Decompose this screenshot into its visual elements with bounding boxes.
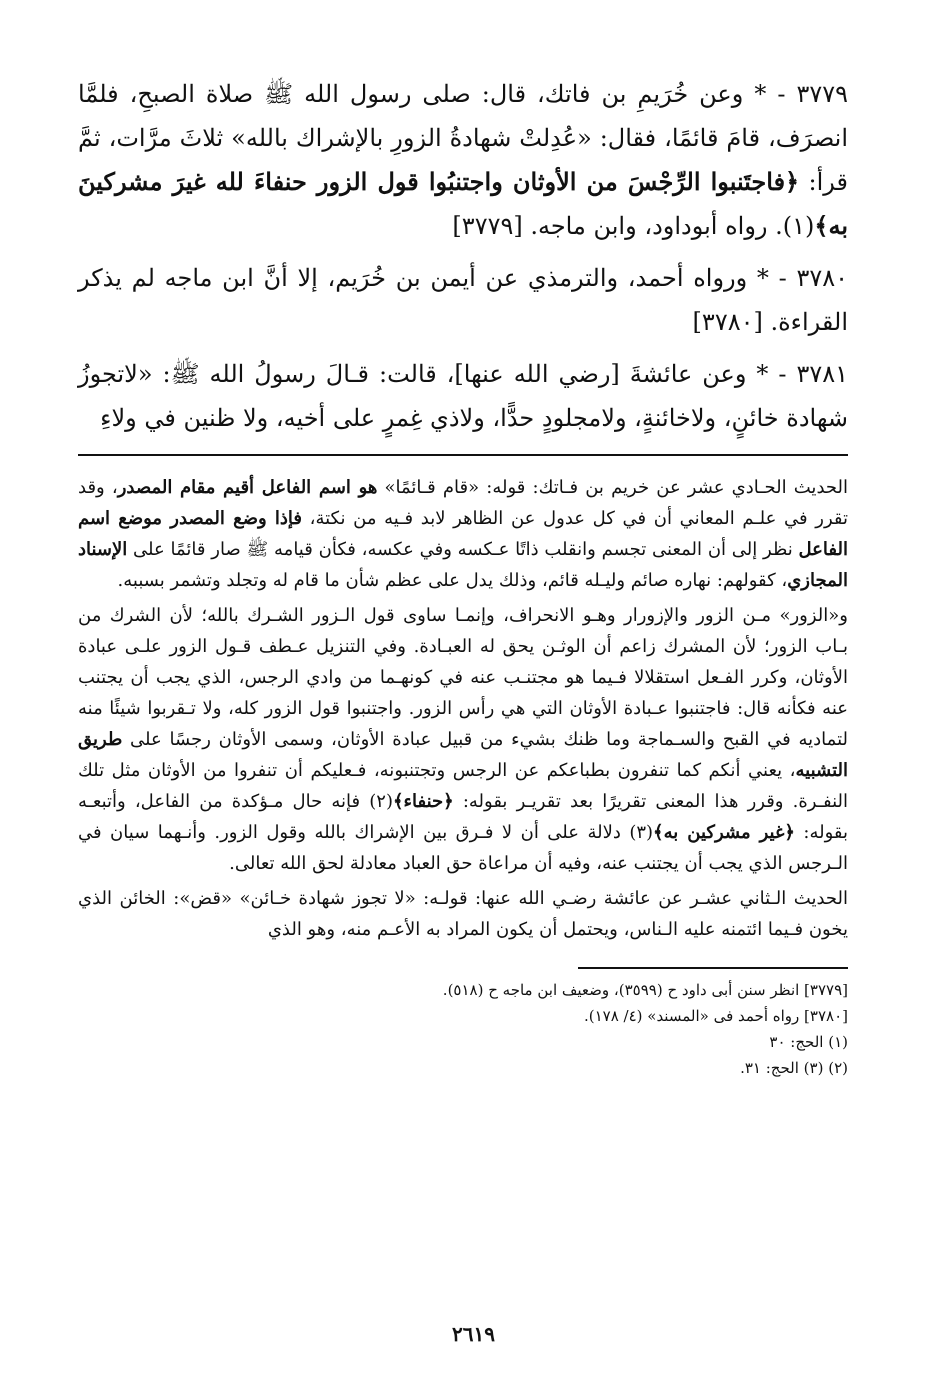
bold-run: طريق التشبيه [78,729,848,781]
commentary-paragraph-2 [78,600,848,879]
text-run: نظر إلى أن المعنى تجسم وانقلب ذاتًا عـكسه وفي عكسه، فكأن قيامه ﷺ صار قائمًا على [127,539,799,560]
page-number: ٢٦١٩ [452,1322,495,1346]
bold-run: هو اسم الفاعل أقيم مقام المصدر [117,477,378,498]
hadith-text [78,72,848,440]
hadith-3779-text: ٣٧٧٩ - * وعن خُرَيمِ بن فاتك، قال: صلى رسول الله ﷺ صلاة الصبحِ، فلمَّا انصرَف، قامَ قائمًا، فقال: «عُدِلتْ شهادةُ الزورِ بالإشراك بالله» ثلاثَ مرَّات، ثمَّ قرأ: [78,80,848,196]
bold-run: ﴿حنفاء﴾ [392,791,454,812]
section-divider [78,454,848,456]
footnote-3779: [٣٧٧٩] انظر سنن أبى داود ح (٣٥٩٩)، وضعيف ابن ماجه ح (٥١٨). [442,981,848,999]
text-run: (٣) دلالة على أن لا فـرق بين الإشراك بالله وقول الزور. وأنـهما سيان في الـرجس الذي يجب أن يجتنب عنه، وفيه أن مراعاة حق العباد معادلة لحق الله تعالى. [78,822,848,874]
quran-verse: ﴿فاجتَنبوا الرِّجْسَ من الأوثان واجتنبُوا قول الزور حنفاءَ لله غيرَ مشركينَ به﴾ [78,167,848,240]
footnote-3780: [٣٧٨٠] رواه أحمد فى «المسند» (٤/ ١٧٨). [583,1007,848,1025]
bold-run: ﴿غير مشركين به﴾ [653,822,795,843]
hadith-3781: ٣٧٨١ - * وعن عائشةَ [رضي الله عنها]، قالت: قـالَ رسولُ الله ﷺ: «لاتجوزُ شهادة خائنٍ، ولاخائنةٍ، ولامجلودٍ حدًّا، ولاذي غِمرٍ على أخيه، ولا ظنين في ولاءِ [78,360,848,432]
commentary-paragraph-3: الحديث الـثاني عشـر عن عائشة رضـي الله عنها: قولـه: «لا تجوز شهادة خـائن» «قض»: الخائن الذي يخون فـيما ائتمنه عليه الـناس، ويحتمل أن يكون المراد به الأعـم منه، وهو الذي [78,888,849,940]
hadith-3780: ٣٧٨٠ - * ورواه أحمد، والترمذي عن أيمن بن خُرَيم، إلا أنَّ ابن ماجه لم يذكر القراءة. [٣٧٨٠] [78,264,848,336]
commentary-paragraph-1 [78,472,848,596]
hadith-3779 [78,72,848,248]
text-run: ، وقد تقرر في علـم المعاني أن في كل عدول عن الظاهر لابد فـيه من نكتة، [78,477,848,529]
text-run: ، يعني أنكم كما تنفرون بطباعكم عن الرجس وتجتنبونه، فـعليكم أن تنفروا من الأوثان مثل تلك النفـرة. وقرر هذا المعنى تقريرًا بعد تقريـر بقوله: [78,760,849,812]
hadith-3779-source: (١). رواه أبوداود، وابن ماجه. [٣٧٧٩] [452,212,815,240]
page-body [78,72,848,1081]
text-run: و«الزور» مـن الزور والإزورار وهـو الانحراف، وإنمـا ساوى قول الـزور الشـرك بالله؛ لأن الشرك من بـاب الزور؛ لأن المشرك زاعم أن الوثـن يحق له العبـادة. وفي التنزيل عـطف قـول الزور علـى عبادة الأوثان، وكرر الفـعل استقلالا فـيما هو مجتنـب عنه في كونهـما من وادي الرجس، الذي يجب أن يجتنب عنه فكأنه قال: فاجتنبوا عـبادة الأوثان التي هي رأس الزور. واجتنبوا قول الزور كله، ولا تـقربوا شيئًا منه لتماديه في القبح والسـماجة وما ظنك بشيء من قبيل عبادة الأوثان، وسمى الأوثان رجسًا على [78,605,848,750]
commentary [78,472,848,945]
footnotes [78,977,848,1081]
text-run: (٢) فإنه حال مـؤكدة من الفاعل، وأتبعـه بقوله: [78,791,848,843]
bold-run: الإسناد المجازي [78,539,848,591]
footnote-divider [578,967,848,969]
text-run: الحديث الحـادي عشر عن خريم بن فـاتك: قوله: «قام قـائمًا» [377,477,848,498]
footnote-1: (١) الحج: ٣٠ [769,1033,848,1051]
text-run: ، كقولهم: نهاره صائم وليـله قائم، وذلك يدل على عظم شأن ما قام له وتجلد وتشمر بسببه. [117,570,788,591]
bold-run: فإذا وضع المصدر موضع اسم الفاعل [78,508,848,560]
footnote-2-3: (٢) (٣) الحج: ٣١. [740,1059,848,1077]
